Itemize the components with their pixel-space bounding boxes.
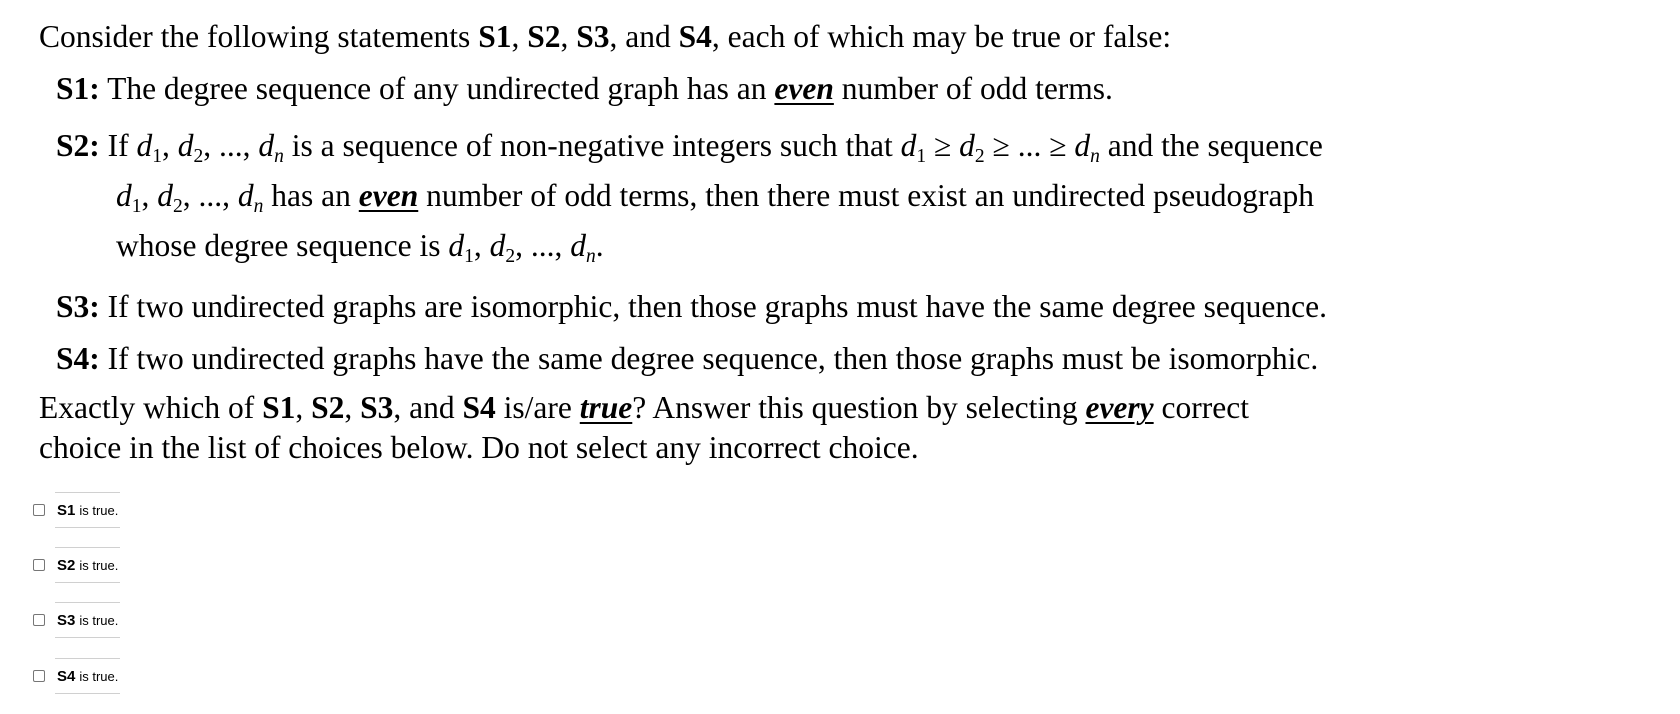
statement-s4: S4: If two undirected graphs have the same degree sequence, then those graphs must be isomorphic.	[56, 341, 1319, 376]
choice-s1-checkbox[interactable]	[33, 504, 45, 516]
choice-s4-checkbox[interactable]	[33, 670, 45, 682]
choice-s2-checkbox[interactable]	[33, 559, 45, 571]
statement-s2-line2: $d_1$, $d_2$, ..., $d_n$ has an even number of odd terms, then there must exist an undirected pseudograph	[116, 178, 1315, 218]
question-prompt: Exactly which of S1, S2, S3, and S4 is/are true? Answer this question by selecting every correct	[39, 390, 1249, 425]
question-intro: Consider the following statements S1, S2, S3, and S4, each of which may be true or false:	[39, 19, 1172, 54]
choice-s4[interactable]	[33, 658, 173, 692]
choice-s3[interactable]	[33, 602, 173, 636]
question-prompt-line2: choice in the list of choices below. Do not select any incorrect choice.	[39, 430, 919, 465]
statement-s2-line3: whose degree sequence is $d_1$, $d_2$, ..., $d_n$.	[116, 228, 604, 268]
choice-s2-label[interactable]: S2 is true.	[55, 547, 120, 583]
statement-s2: S2: If $d_1$, $d_2$, ..., $d_n$ is a sequence of non-negative integers such that $d_1 \ge d_2$ ≥ ... ≥ $d_n$ and the sequence	[56, 128, 1323, 168]
choice-s3-label[interactable]: S3 is true.	[55, 602, 120, 638]
choice-s1[interactable]	[33, 492, 173, 526]
choice-s4-label[interactable]: S4 is true.	[55, 658, 120, 694]
choice-s2[interactable]	[33, 547, 173, 581]
statement-s1: S1: The degree sequence of any undirected graph has an even number of odd terms.	[56, 71, 1113, 106]
statement-s3: S3: If two undirected graphs are isomorphic, then those graphs must have the same degree sequence.	[56, 289, 1327, 324]
choice-s3-checkbox[interactable]	[33, 614, 45, 626]
choice-s1-label[interactable]: S1 is true.	[55, 492, 120, 528]
